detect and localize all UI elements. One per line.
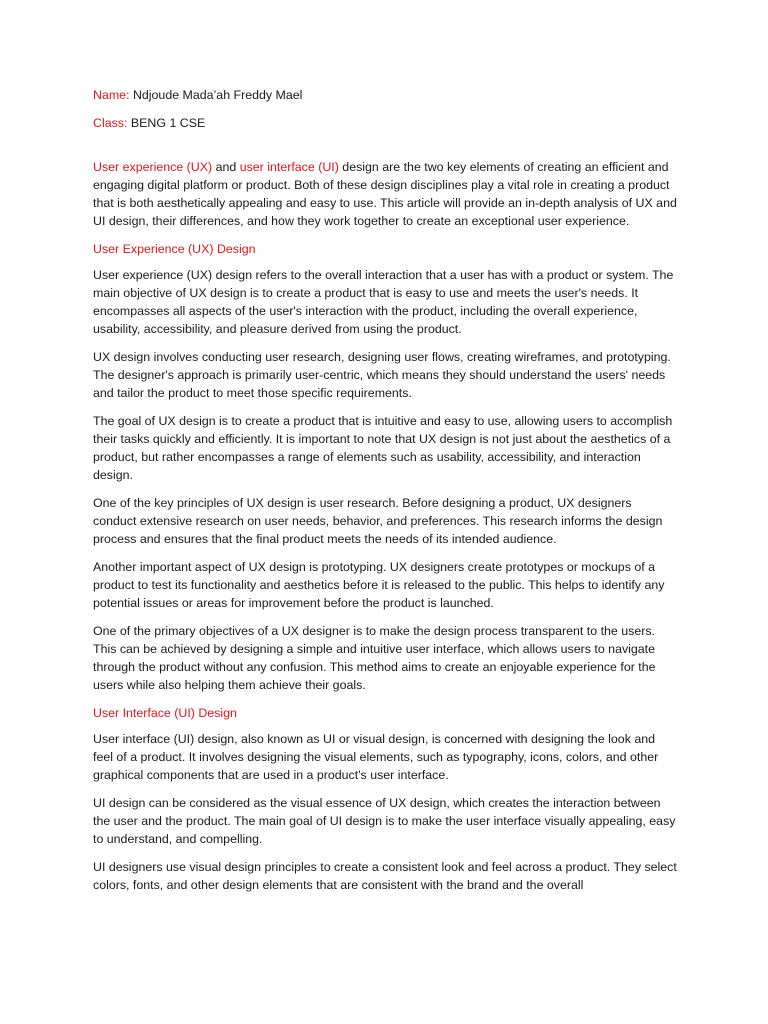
ux-paragraph: Another important aspect of UX design is prototyping. UX designers create prototypes or mockups of a product to test its functionality and aesthetics before it is released to the public. This helps to identify any potential issues or areas for improvement before the product is launched.	[93, 560, 665, 610]
intro-paragraph	[93, 158, 678, 230]
class-line	[93, 114, 678, 132]
intro-ux-term: User experience (UX)	[93, 160, 213, 174]
name-line	[93, 86, 678, 104]
intro-and: and	[212, 160, 240, 174]
ux-paragraph: User experience (UX) design refers to the overall interaction that a user has with a product or system. The main objective of UX design is to create a product that is easy to use and meets the user's needs. It encompasses all aspects of the user's interaction with the product, including the overall experience, usability, accessibility, and pleasure derived from using the product.	[93, 268, 674, 336]
document-page	[93, 86, 678, 904]
ux-paragraph: One of the key principles of UX design is user research. Before designing a product, UX designers conduct extensive research on user needs, behavior, and preferences. This research informs the design process and ensures that the final product meets the needs of its intended audience.	[93, 496, 663, 546]
class-value: BENG 1 CSE	[130, 116, 206, 130]
intro-rest: design are the two key elements of creating an efficient and engaging digital platform or product. Both of these design disciplines play a vital role in creating a product that is both aesthetically appealing and easy to use. This article will provide an in-depth analysis of UX and UI design, their differences, and how they work together to create an exceptional user experience.	[93, 160, 677, 228]
ux-section-heading: User Experience (UX) Design	[93, 242, 256, 256]
ui-paragraph: User interface (UI) design, also known as UI or visual design, is concerned with designing the look and feel of a product. It involves designing the visual elements, such as typography, icons, colors, and other graphical components that are used in a product's user interface.	[93, 732, 659, 782]
ui-paragraph: UI design can be considered as the visual essence of UX design, which creates the interaction between the user and the product. The main goal of UI design is to make the user interface visually appealing, easy to understand, and compelling.	[93, 796, 676, 846]
ux-paragraph: UX design involves conducting user research, designing user flows, creating wireframes, and prototyping. The designer's approach is primarily user-centric, which means they should understand the users' needs and tailor the product to meet those specific requirements.	[93, 350, 671, 400]
ui-paragraph: UI designers use visual design principles to create a consistent look and feel across a product. They select colors, fonts, and other design elements that are consistent with the brand and the overall	[93, 860, 677, 892]
name-label: Name:	[93, 88, 130, 102]
intro-ui-term: user interface (UI)	[239, 160, 339, 174]
class-label: Class:	[93, 116, 128, 130]
ui-section-heading: User Interface (UI) Design	[93, 706, 237, 720]
ux-paragraph: The goal of UX design is to create a product that is intuitive and easy to use, allowing users to accomplish their tasks quickly and efficiently. It is important to note that UX design is not just about the aesthetics of a product, but rather encompasses a range of elements such as usability, accessibility, and interaction design.	[93, 414, 673, 482]
name-value: Ndjoude Mada’ah Freddy Mael	[132, 88, 303, 102]
ux-paragraph: One of the primary objectives of a UX designer is to make the design process transparent to the users. This can be achieved by designing a simple and intuitive user interface, which allows users to navigate through the product without any confusion. This method aims to create an enjoyable experience for the users while also helping them achieve their goals.	[93, 624, 656, 692]
